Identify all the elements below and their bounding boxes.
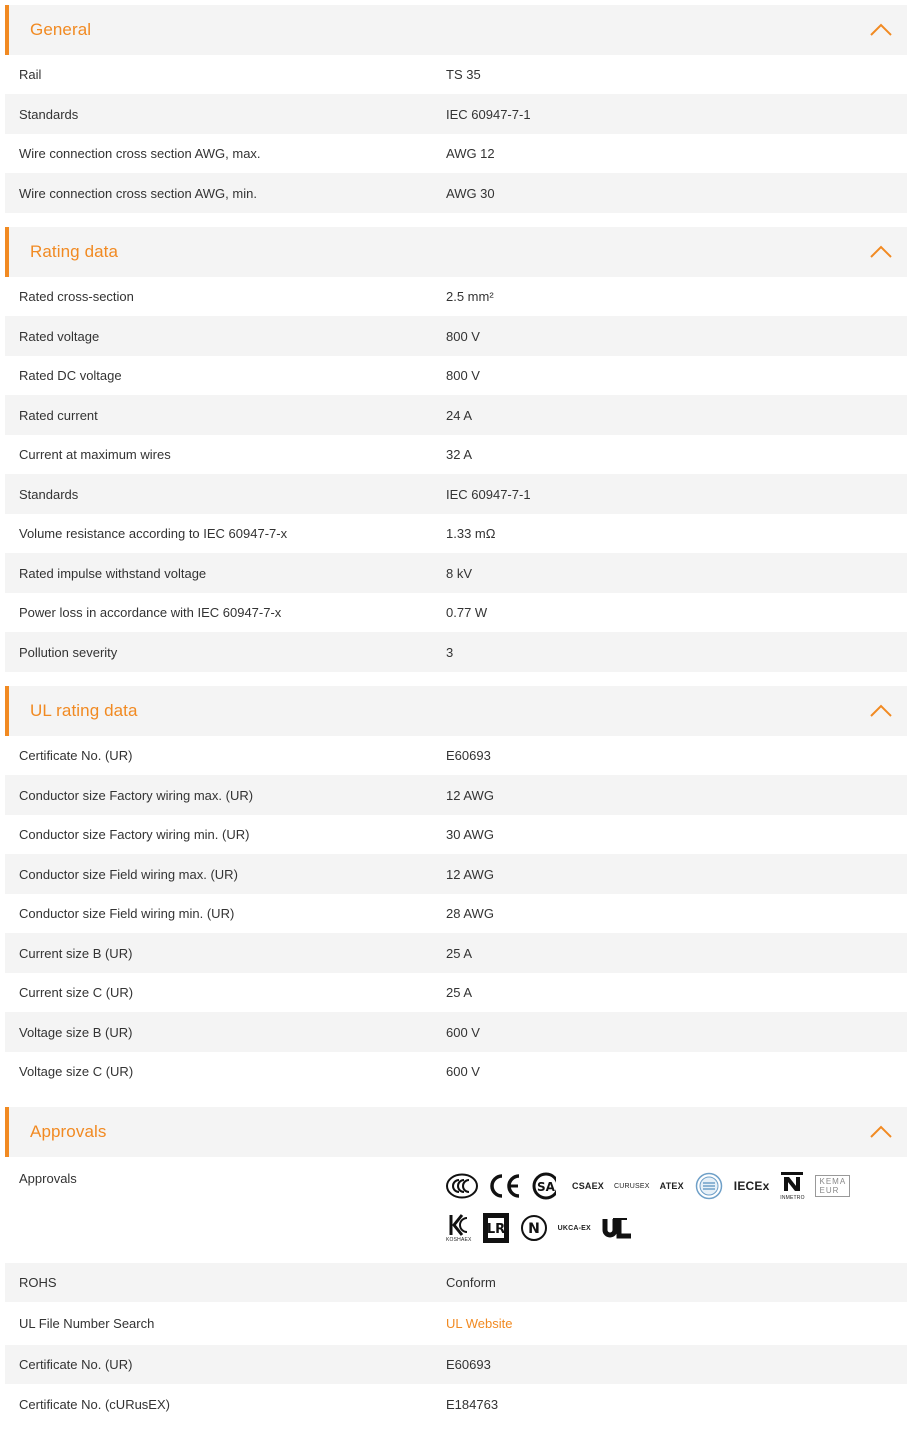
row-value: IEC 60947-7-1: [446, 106, 531, 122]
section-approvals: [5, 1107, 907, 1424]
section-spacer: [0, 672, 912, 686]
table-row: [5, 94, 907, 134]
table-row: [5, 736, 907, 775]
row-value: 2.5 mm²: [446, 289, 494, 304]
koshaex-label: KOSHAEX: [446, 1237, 472, 1243]
row-label: Certificate No. (UR): [19, 1357, 133, 1372]
row-label: Conductor size Field wiring min. (UR): [19, 906, 235, 921]
section-title: Rating data: [30, 242, 119, 261]
row-label: Rated DC voltage: [19, 368, 122, 383]
row-label: ROHS: [19, 1275, 57, 1290]
table-row: [5, 1263, 907, 1302]
row-value: 600 V: [446, 1064, 480, 1079]
row-value: TS 35: [446, 67, 481, 82]
iecex-logo: IECEx: [733, 1179, 770, 1193]
section-spacer: [0, 1091, 912, 1107]
table-row: [5, 973, 907, 1012]
table-row: [5, 1345, 907, 1384]
row-value: 30 AWG: [446, 827, 494, 842]
section-header-general[interactable]: [9, 5, 907, 55]
csa-logo-icon: [532, 1171, 562, 1201]
kc-logo: [446, 1213, 472, 1243]
ul-website-link[interactable]: UL Website: [446, 1316, 513, 1331]
table-row: [5, 933, 907, 973]
row-value: 800 V: [446, 368, 480, 383]
row-label: UL File Number Search: [19, 1316, 155, 1331]
ccc-logo-icon: [446, 1171, 478, 1201]
section-title: Approvals: [30, 1122, 107, 1141]
kema-eur-logo: [815, 1171, 850, 1201]
approvals-row: [5, 1157, 907, 1263]
row-label: Standards: [19, 106, 79, 122]
row-value: Conform: [446, 1275, 496, 1290]
table-row: [5, 894, 907, 933]
chevron-up-icon[interactable]: [869, 703, 893, 719]
row-value: 24 A: [446, 407, 473, 423]
row-value: 28 AWG: [446, 906, 494, 921]
table-row: [5, 55, 907, 94]
row-value: 600 V: [446, 1024, 480, 1040]
section-header-ul-rating-data[interactable]: [9, 686, 907, 736]
row-label: Current size C (UR): [19, 985, 134, 1000]
row-label: Current at maximum wires: [19, 447, 171, 462]
section-ul-rating-data: [5, 686, 907, 1091]
approval-logos: [446, 1157, 886, 1243]
row-value: 12 AWG: [446, 787, 494, 803]
curusex-logo: CURUSEX: [614, 1182, 650, 1190]
row-value: E60693: [446, 748, 491, 763]
table-row: [5, 1052, 907, 1091]
row-value: 12 AWG: [446, 866, 494, 882]
row-value: 25 A: [446, 945, 473, 961]
rows-ul-rating-data: [5, 736, 907, 1091]
row-label: Rated cross-section: [19, 289, 134, 304]
table-row: [5, 277, 907, 316]
table-row: [5, 1012, 907, 1052]
rows-general: [5, 55, 907, 213]
row-label: Conductor size Field wiring max. (UR): [19, 866, 238, 882]
section-title: UL rating data: [30, 701, 138, 720]
row-value: 25 A: [446, 985, 473, 1000]
inmetro-label: INMETRO: [780, 1195, 805, 1201]
table-row: [5, 134, 907, 173]
section-rating-data: [5, 227, 907, 672]
table-row: [5, 593, 907, 632]
row-value: 800 V: [446, 328, 480, 344]
row-value: AWG 30: [446, 185, 495, 201]
row-label: Current size B (UR): [19, 945, 133, 961]
lloyds-register-logo-icon: [482, 1213, 510, 1243]
row-label: Rated current: [19, 407, 98, 423]
row-label: Voltage size C (UR): [19, 1064, 134, 1079]
chevron-up-icon[interactable]: [869, 244, 893, 260]
row-value: E60693: [446, 1357, 491, 1372]
n-mark-logo-icon: [520, 1213, 548, 1243]
kema-top-label: KEMA: [819, 1177, 847, 1186]
section-spacer: [0, 213, 912, 227]
row-label: Pollution severity: [19, 644, 118, 660]
ukcaex-logo: UKCA-EX: [557, 1224, 591, 1232]
svg-text:SA: SA: [537, 1180, 555, 1194]
ce-mark-icon: [488, 1171, 522, 1201]
table-row: [5, 173, 907, 213]
dnv-logo-icon: [694, 1171, 724, 1201]
row-value: IEC 60947-7-1: [446, 486, 531, 502]
section-header-rating-data[interactable]: [9, 227, 907, 277]
row-label: Power loss in accordance with IEC 60947-7-x: [19, 605, 282, 620]
table-row: [5, 1384, 907, 1424]
section-header-approvals[interactable]: [9, 1107, 907, 1157]
section-title: General: [30, 20, 92, 39]
kema-bottom-label: EUR: [819, 1186, 840, 1195]
table-row: [5, 356, 907, 395]
row-label: Certificate No. (UR): [19, 748, 133, 763]
row-value: AWG 12: [446, 146, 495, 161]
atex-logo: ATEX: [659, 1181, 684, 1191]
row-value: 1.33 mΩ: [446, 526, 496, 541]
row-label: Voltage size B (UR): [19, 1024, 133, 1040]
row-label: Wire connection cross section AWG, min.: [19, 185, 257, 201]
row-value: E184763: [446, 1396, 499, 1412]
row-label: Standards: [19, 486, 79, 502]
inmetro-logo: [779, 1171, 805, 1201]
row-label: Conductor size Factory wiring max. (UR): [19, 787, 254, 803]
row-label: Approvals: [19, 1171, 77, 1186]
ul-recognized-logo-icon: [601, 1213, 635, 1243]
table-row: [5, 474, 907, 514]
table-row: [5, 1302, 907, 1345]
table-row: [5, 775, 907, 815]
table-row: [5, 514, 907, 553]
table-row: [5, 435, 907, 474]
table-row: [5, 316, 907, 356]
table-row: [5, 395, 907, 435]
row-label: Rail: [19, 67, 42, 82]
csaex-logo: CSAEX: [572, 1181, 605, 1191]
svg-text:N: N: [527, 1221, 540, 1237]
row-label: Volume resistance according to IEC 60947-7-x: [19, 526, 288, 541]
row-label: Wire connection cross section AWG, max.: [19, 146, 261, 161]
row-value: 32 A: [446, 447, 473, 462]
section-general: [5, 5, 907, 213]
rows-rating-data: [5, 277, 907, 672]
row-label: Certificate No. (cURusEX): [19, 1396, 170, 1412]
row-value: 0.77 W: [446, 605, 488, 620]
table-row: [5, 815, 907, 854]
row-value: 3: [446, 644, 454, 660]
table-row: [5, 632, 907, 672]
table-row: [5, 553, 907, 593]
chevron-up-icon[interactable]: [869, 22, 893, 38]
row-label: Conductor size Factory wiring min. (UR): [19, 827, 250, 842]
row-value: 8 kV: [446, 565, 473, 581]
rows-approvals: [5, 1157, 907, 1424]
chevron-up-icon[interactable]: [869, 1124, 893, 1140]
svg-text:LR: LR: [486, 1222, 505, 1237]
table-row: [5, 854, 907, 894]
row-label: Rated impulse withstand voltage: [19, 565, 207, 581]
row-label: Rated voltage: [19, 328, 100, 344]
